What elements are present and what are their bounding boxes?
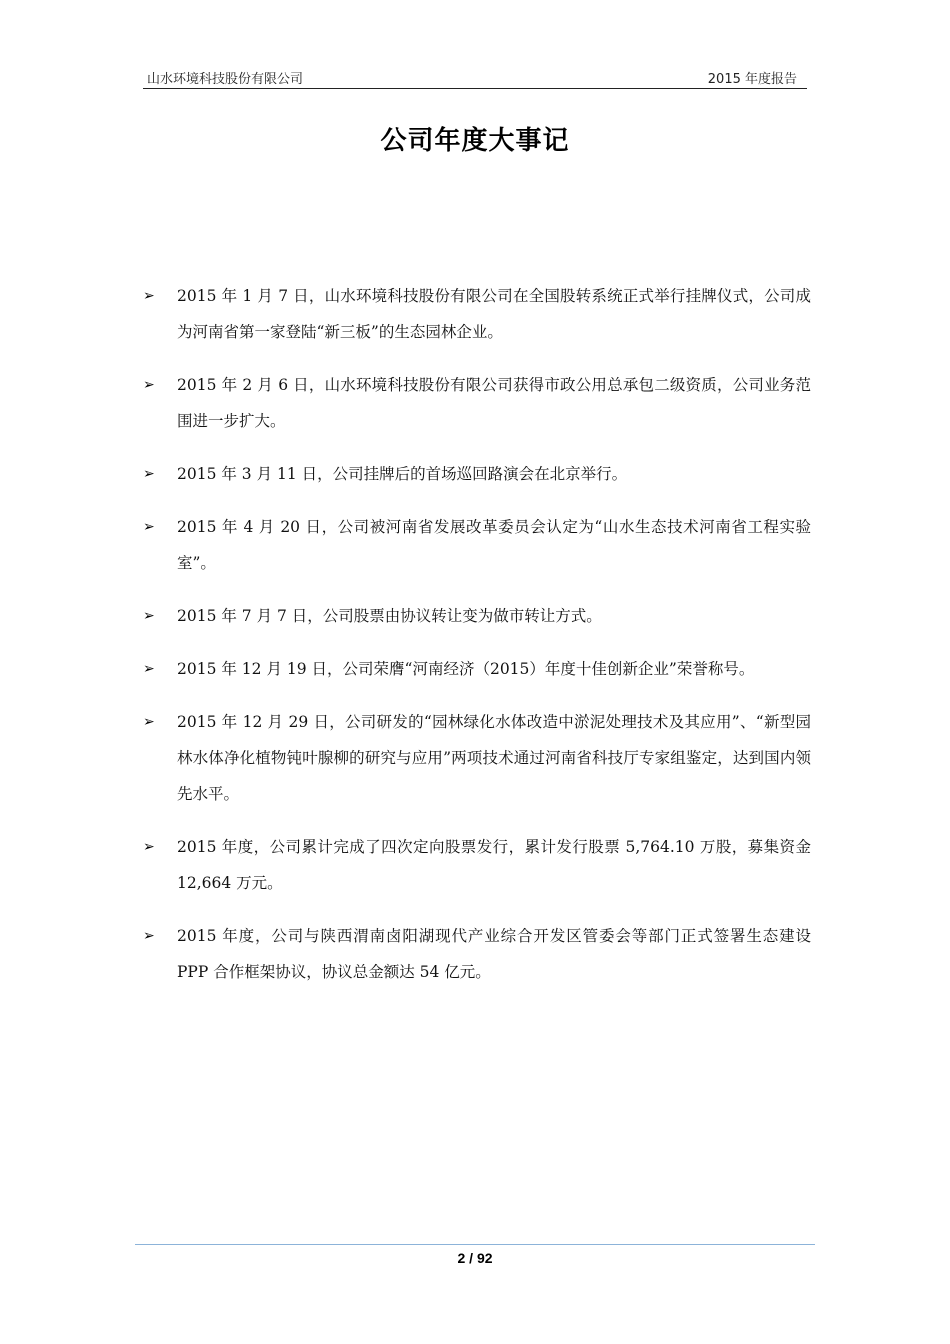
header-company-name: 山水环境科技股份有限公司 [147, 72, 304, 87]
arrow-bullet-icon: ➢ [143, 377, 155, 393]
event-text: 2015 年度，公司与陕西渭南卤阳湖现代产业综合开发区管委会等部门正式签署生态建设 PPP 合作框架协议，协议总金额达 54 亿元。 [177, 927, 811, 981]
event-text: 2015 年 3 月 11 日，公司挂牌后的首场巡回路演会在北京举行。 [177, 465, 628, 483]
event-text: 2015 年 1 月 7 日，山水环境科技股份有限公司在全国股转系统正式举行挂牌仪式，公司成为河南省第一家登陆“新三板”的生态园林企业。 [177, 287, 811, 341]
event-text: 2015 年 12 月 29 日，公司研发的“园林绿化水体改造中淤泥处理技术及其应用”、“新型园林水体净化植物钝叶腺柳的研究与应用”两项技术通过河南省科技厅专家组鉴定，达到国内领先水平。 [177, 713, 811, 803]
event-text: 2015 年 7 月 7 日，公司股票由协议转让变为做市转让方式。 [177, 607, 602, 625]
arrow-bullet-icon: ➢ [143, 608, 155, 624]
page-header [143, 68, 807, 89]
arrow-bullet-icon: ➢ [143, 928, 155, 944]
event-text: 2015 年 12 月 19 日，公司荣膺“河南经济（2015）年度十佳创新企业”荣誉称号。 [177, 660, 755, 678]
arrow-bullet-icon: ➢ [143, 661, 155, 677]
list-item [143, 278, 811, 350]
event-list [143, 278, 811, 1007]
list-item [143, 829, 811, 901]
page-number: 2 / 92 [457, 1250, 493, 1266]
list-item [143, 456, 811, 492]
list-item [143, 367, 811, 439]
arrow-bullet-icon: ➢ [143, 519, 155, 535]
arrow-bullet-icon: ➢ [143, 466, 155, 482]
event-text: 2015 年 4 月 20 日，公司被河南省发展改革委员会认定为“山水生态技术河南省工程实验室”。 [177, 518, 811, 572]
list-item [143, 651, 811, 687]
list-item [143, 598, 811, 634]
header-report-name: 2015 年度报告 [707, 72, 797, 87]
arrow-bullet-icon: ➢ [143, 714, 155, 730]
list-item [143, 704, 811, 812]
list-item [143, 509, 811, 581]
list-item [143, 918, 811, 990]
event-text: 2015 年度，公司累计完成了四次定向股票发行，累计发行股票 5,764.10 万股，募集资金 12,664 万元。 [177, 838, 811, 892]
page-title: 公司年度大事记 [380, 126, 570, 156]
arrow-bullet-icon: ➢ [143, 839, 155, 855]
arrow-bullet-icon: ➢ [143, 288, 155, 304]
event-text: 2015 年 2 月 6 日，山水环境科技股份有限公司获得市政公用总承包二级资质，公司业务范围进一步扩大。 [177, 376, 811, 430]
footer-divider [135, 1244, 815, 1245]
